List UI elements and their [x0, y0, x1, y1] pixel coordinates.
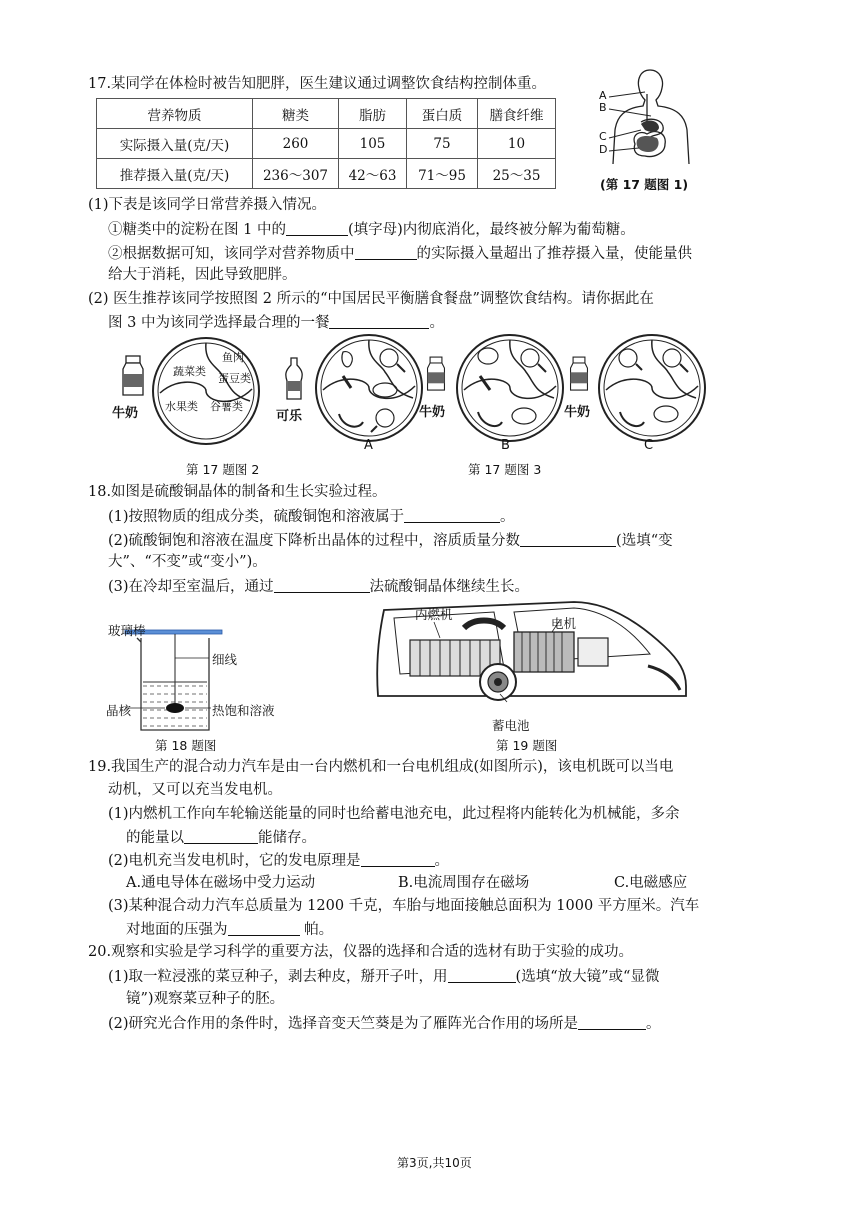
- figure-label: 蓄电池: [492, 718, 530, 733]
- milk-bottle-icon: [568, 355, 590, 393]
- table-cell: 10: [478, 129, 556, 159]
- milk-bottle-icon: [425, 355, 447, 393]
- q17-part1a: [108, 219, 635, 240]
- q19-part1-line1: (1)内燃机工作向车轮输送能量的同时也给蓄电池充电，此过程将内能转化为机械能，多余: [108, 806, 680, 822]
- text: ②根据数据可知，该同学对营养物质中: [108, 246, 355, 262]
- figure-caption: 第 18 题图: [155, 738, 217, 753]
- text: 。: [646, 1016, 661, 1032]
- digestive-system-figure: [595, 64, 705, 174]
- figure-label: A: [599, 89, 607, 102]
- q17-part2-line1: (2) 医生推荐该同学按照图 2 所示的“中国居民平衡膳食餐盘”调整饮食结构。请你据此在: [88, 291, 654, 307]
- table-header-cell: 糖类: [253, 99, 339, 129]
- q18-part1: [108, 506, 515, 527]
- q18-intro: 18.如图是硫酸铜晶体的制备和生长实验过程。: [88, 484, 387, 500]
- meal-option-a-plate[interactable]: [313, 332, 425, 444]
- answer-blank[interactable]: [355, 243, 417, 260]
- text: 。: [429, 315, 444, 331]
- meal-option-b-plate[interactable]: [454, 332, 566, 444]
- table-header-cell: 膳食纤维: [478, 99, 556, 129]
- q19-part3-line1: (3)某种混合动力汽车总质量为 1200 千克，车胎与地面接触总面积为 1000 平方厘米。汽车: [108, 898, 700, 914]
- nutrition-table: [96, 98, 556, 189]
- answer-blank[interactable]: [361, 850, 435, 867]
- text: 。: [434, 853, 450, 869]
- figure-label: D: [599, 143, 608, 156]
- table-row: [97, 159, 556, 189]
- answer-blank[interactable]: [448, 966, 516, 983]
- plate-section-label: 谷薯类: [210, 400, 243, 413]
- plate-section-label: 蛋豆类: [218, 372, 251, 385]
- table-cell: 42～63: [339, 159, 407, 189]
- q17-part2-line2: [108, 312, 444, 333]
- figure-caption: 第 19 题图: [496, 738, 558, 753]
- text: 能储存。: [258, 830, 316, 846]
- text: 图 3 中为该同学选择最合理的一餐: [108, 315, 330, 331]
- q18-part3: [108, 576, 529, 597]
- q19-part3-line2: [126, 919, 333, 940]
- answer-blank[interactable]: [286, 219, 348, 236]
- q19-option-c[interactable]: C.电磁感应: [614, 875, 688, 891]
- table-header-row: [97, 99, 556, 129]
- text: (2)研究光合作用的条件时，选择音变天竺葵是为了雁阵光合作用的场所是: [108, 1016, 579, 1032]
- drink-label: 牛奶: [419, 405, 446, 420]
- q20-part1-line2: 镜”)观察菜豆种子的胚。: [126, 991, 285, 1007]
- table-cell: 236～307: [253, 159, 339, 189]
- figure-caption: 第 17 题图 2: [186, 462, 260, 477]
- text: 法硫酸铜晶体继续生长。: [369, 579, 530, 595]
- option-letter: A: [364, 438, 373, 453]
- text: (2)硫酸铜饱和溶液在温度下降析出晶体的过程中，溶质质量分数: [108, 533, 521, 549]
- figure-caption: 第 17 题图 3: [468, 462, 542, 477]
- text: 的实际摄入量超出了推荐摄入量，使能量供: [416, 246, 692, 262]
- figure-caption: (第 17 题图 1): [600, 177, 689, 192]
- table-cell: 25～35: [478, 159, 556, 189]
- figure-label: 细线: [212, 652, 238, 667]
- figure-label: C: [599, 130, 607, 143]
- q17-part1-head: (1)下表是该同学日常营养摄入情况。: [88, 197, 327, 213]
- plate-section-label: 水果类: [165, 400, 198, 413]
- figure-label: B: [599, 101, 607, 114]
- q19-option-a[interactable]: A.通电导体在磁场中受力运动: [126, 875, 316, 891]
- q17-intro: 17.某同学在体检时被告知肥胖，医生建议通过调整饮食结构控制体重。: [88, 76, 547, 92]
- q19-intro-line1: 19.我国生产的混合动力汽车是由一台内燃机和一台电机组成(如图所示)，该电机既可以当电: [88, 759, 674, 775]
- table-header-cell: 营养物质: [97, 99, 253, 129]
- figure-label: 玻璃棒: [108, 623, 146, 638]
- answer-blank[interactable]: [228, 919, 300, 936]
- q19-part2: [108, 850, 449, 871]
- figure-label: 电机: [551, 616, 577, 631]
- table-row: [97, 129, 556, 159]
- text: ①糖类中的淀粉在图 1 中的: [108, 222, 286, 238]
- table-cell: 260: [253, 129, 339, 159]
- plate-section-label: 蔬菜类: [173, 365, 206, 378]
- answer-blank[interactable]: [184, 827, 258, 844]
- cola-bottle-icon: [283, 357, 305, 401]
- drink-label: 牛奶: [564, 405, 591, 420]
- q18-part2-line2: 大”、“不变”或“变小”)。: [108, 554, 267, 570]
- text: (1)取一粒浸涨的菜豆种子，剥去种皮，掰开子叶，用: [108, 969, 448, 985]
- milk-bottle-icon: [120, 355, 146, 397]
- table-header-cell: 脂肪: [339, 99, 407, 129]
- answer-blank[interactable]: [578, 1013, 646, 1030]
- answer-blank[interactable]: [404, 506, 500, 523]
- plate-section-label: 鱼肉: [222, 351, 244, 364]
- q18-part2: [108, 530, 673, 551]
- text: 对地面的压强为: [126, 922, 228, 938]
- q19-intro-line2: 动机，又可以充当发电机。: [108, 782, 282, 798]
- drink-label: 可乐: [276, 409, 303, 424]
- balanced-diet-plate: [150, 335, 262, 447]
- q20-part1: [108, 966, 659, 987]
- q20-part2: [108, 1013, 661, 1034]
- option-letter: C: [644, 438, 654, 453]
- q17-part1b: [108, 243, 692, 264]
- text: 的能量以: [126, 830, 184, 846]
- table-cell: 推荐摄入量(克/天): [97, 159, 253, 189]
- q19-option-b[interactable]: B.电流周围存在磁场: [398, 875, 530, 891]
- text: (1)按照物质的组成分类，硫酸铜饱和溶液属于: [108, 509, 405, 525]
- meal-option-c-plate[interactable]: [596, 332, 708, 444]
- text: (填字母)内彻底消化，最终被分解为葡萄糖。: [347, 222, 635, 238]
- drink-label: 牛奶: [112, 406, 139, 421]
- figure-label: 晶核: [106, 703, 132, 718]
- q20-intro: 20.观察和实验是学习科学的重要方法，仪器的选择和合适的选材有助于实验的成功。: [88, 944, 634, 960]
- text: (选填“变: [616, 533, 673, 549]
- table-cell: 实际摄入量(克/天): [97, 129, 253, 159]
- table-cell: 71～95: [407, 159, 478, 189]
- table-header-cell: 蛋白质: [407, 99, 478, 129]
- text: 。: [500, 509, 515, 525]
- answer-blank[interactable]: [274, 576, 370, 593]
- q17-part1b-line2: 给大于消耗，因此导致肥胖。: [108, 267, 297, 283]
- answer-blank[interactable]: [329, 312, 429, 329]
- q19-part1-line2: [126, 827, 316, 848]
- figure-label: 内燃机: [415, 607, 453, 622]
- text: (选填“放大镜”或“显微: [515, 969, 660, 985]
- table-cell: 105: [339, 129, 407, 159]
- text: (3)在冷却至室温后，通过: [108, 579, 274, 595]
- option-letter: B: [501, 438, 510, 453]
- answer-blank[interactable]: [520, 530, 616, 547]
- page-number: 第3页,共10页: [397, 1156, 472, 1170]
- text: 帕。: [299, 922, 334, 938]
- figure-label: 热饱和溶液: [212, 703, 275, 718]
- text: (2)电机充当发电机时，它的发电原理是: [108, 853, 361, 869]
- table-cell: 75: [407, 129, 478, 159]
